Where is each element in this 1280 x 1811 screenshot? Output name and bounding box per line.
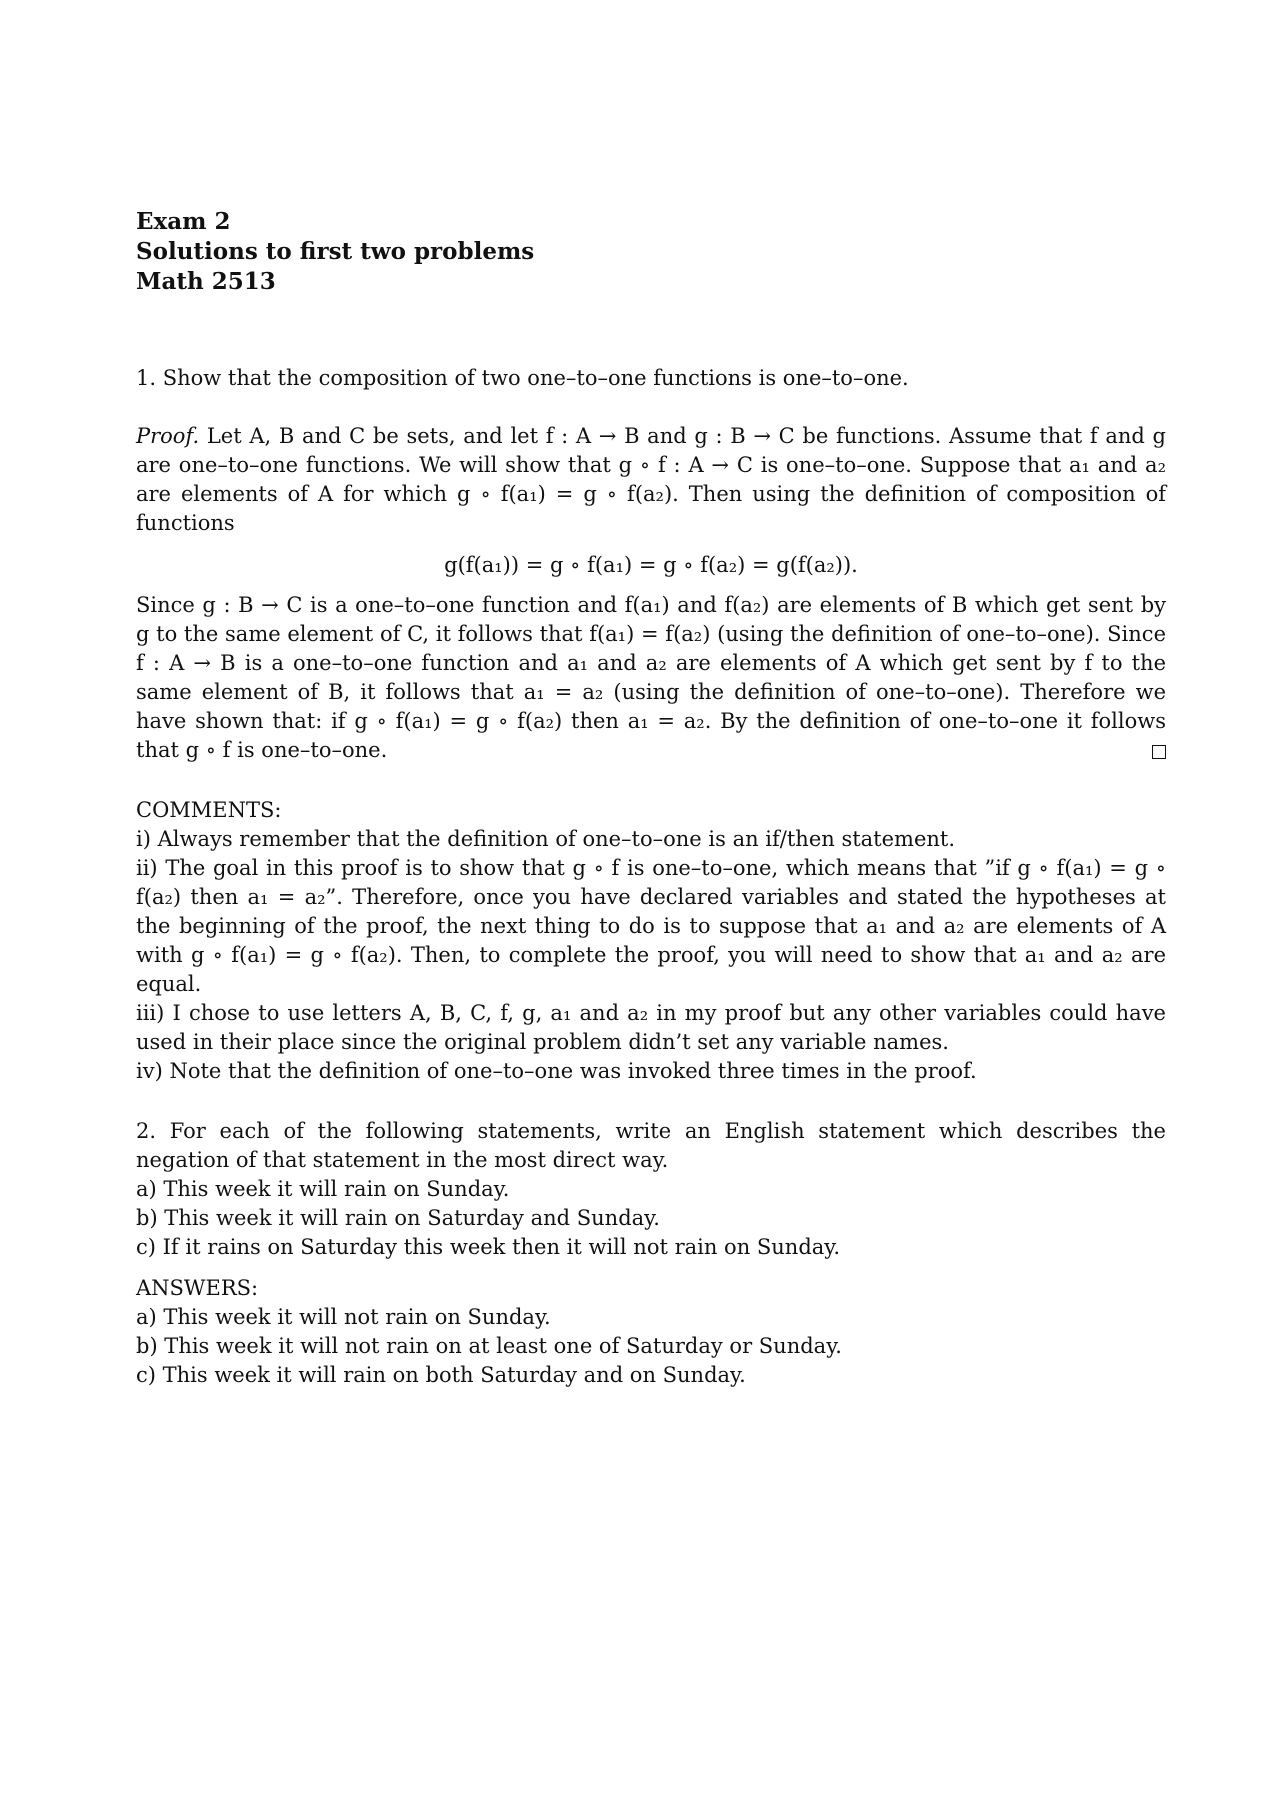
statement-item: a) This week it will rain on Sunday. <box>136 1177 510 1201</box>
problem-1-statement: 1. Show that the composition of two one–to–one functions is one–to–one. <box>136 366 909 390</box>
proof-continuation-text: Since g : B → C is a one–to–one function and f(a₁) and f(a₂) are elements of B which get sent by g to the same element of C, it follows that f(a₁) = f(a₂) (using the definition of one–to–one). Since f : A → B is a one–to–one function and a₁ and a₂ are elements of A which get sent by f to the same element of B, it follows that a₁ = a₂ (using the definition of one–to–one). Therefore we have shown that: if g ∘ f(a₁) = g ∘ f(a₂) then a₁ = a₂. By the definition of one–to–one it follows that g ∘ f is one–to–one. <box>136 593 1166 762</box>
comment-item: iii) I chose to use letters A, B, C, f, g, a₁ and a₂ in my proof but any other variables could have used in their place since the original problem didn’t set any variable names. <box>136 1001 1166 1054</box>
comment-item: iv) Note that the definition of one–to–one was invoked three times in the proof. <box>136 1059 977 1083</box>
proof-label: Proof. <box>136 424 200 448</box>
statement-item: c) If it rains on Saturday this week then it will not rain on Sunday. <box>136 1235 841 1259</box>
statement-item: b) This week it will rain on Saturday and Sunday. <box>136 1206 660 1230</box>
answer-item: a) This week it will not rain on Sunday. <box>136 1305 551 1329</box>
problem-1 <box>136 364 1166 765</box>
document-body <box>136 207 1166 1390</box>
display-equation: g(f(a₁)) = g ∘ f(a₁) = g ∘ f(a₂) = g(f(a₂)). <box>444 553 858 577</box>
comment-item: i) Always remember that the definition of one–to–one is an if/then statement. <box>136 827 956 851</box>
comment-item: ii) The goal in this proof is to show that g ∘ f is one–to–one, which means that ”if g ∘ f(a₁) = g ∘ f(a₂) then a₁ = a₂”. Therefore, once you have declared variables and stated the hypotheses at the beginning of the proof, the next thing to do is to suppose that a₁ and a₂ are elements of A with g ∘ f(a₁) = g ∘ f(a₂). Then, to complete the proof, you will need to show that a₁ and a₂ are equal. <box>136 856 1166 996</box>
proof-text: Let A, B and C be sets, and let f : A → B and g : B → C be functions. Assume that f and g are one–to–one functions. We will show that g ∘ f : A → C is one–to–one. Suppose that a₁ and a₂ are elements of A for which g ∘ f(a₁) = g ∘ f(a₂). Then using the definition of composition of functions <box>136 424 1166 535</box>
problem-2-statement: 2. For each of the following statements, write an English statement which describes the negation of that statement in the most direct way. <box>136 1119 1166 1172</box>
document-subtitle: Solutions to first two problems <box>136 238 535 265</box>
proof-continuation <box>136 591 1166 765</box>
answers-section <box>136 1274 1166 1390</box>
comments-section <box>136 796 1166 1086</box>
exam-title: Exam 2 <box>136 208 231 235</box>
answer-item: c) This week it will rain on both Saturday and on Sunday. <box>136 1363 746 1387</box>
proof-paragraph <box>136 422 1166 538</box>
answer-item: b) This week it will not rain on at least one of Saturday or Sunday. <box>136 1334 842 1358</box>
comments-heading: COMMENTS: <box>136 798 282 822</box>
problem-2 <box>136 1117 1166 1262</box>
qed-square-icon <box>1152 745 1166 759</box>
answers-heading: ANSWERS: <box>136 1276 259 1300</box>
course-name: Math 2513 <box>136 268 276 295</box>
document-header <box>136 207 1166 297</box>
